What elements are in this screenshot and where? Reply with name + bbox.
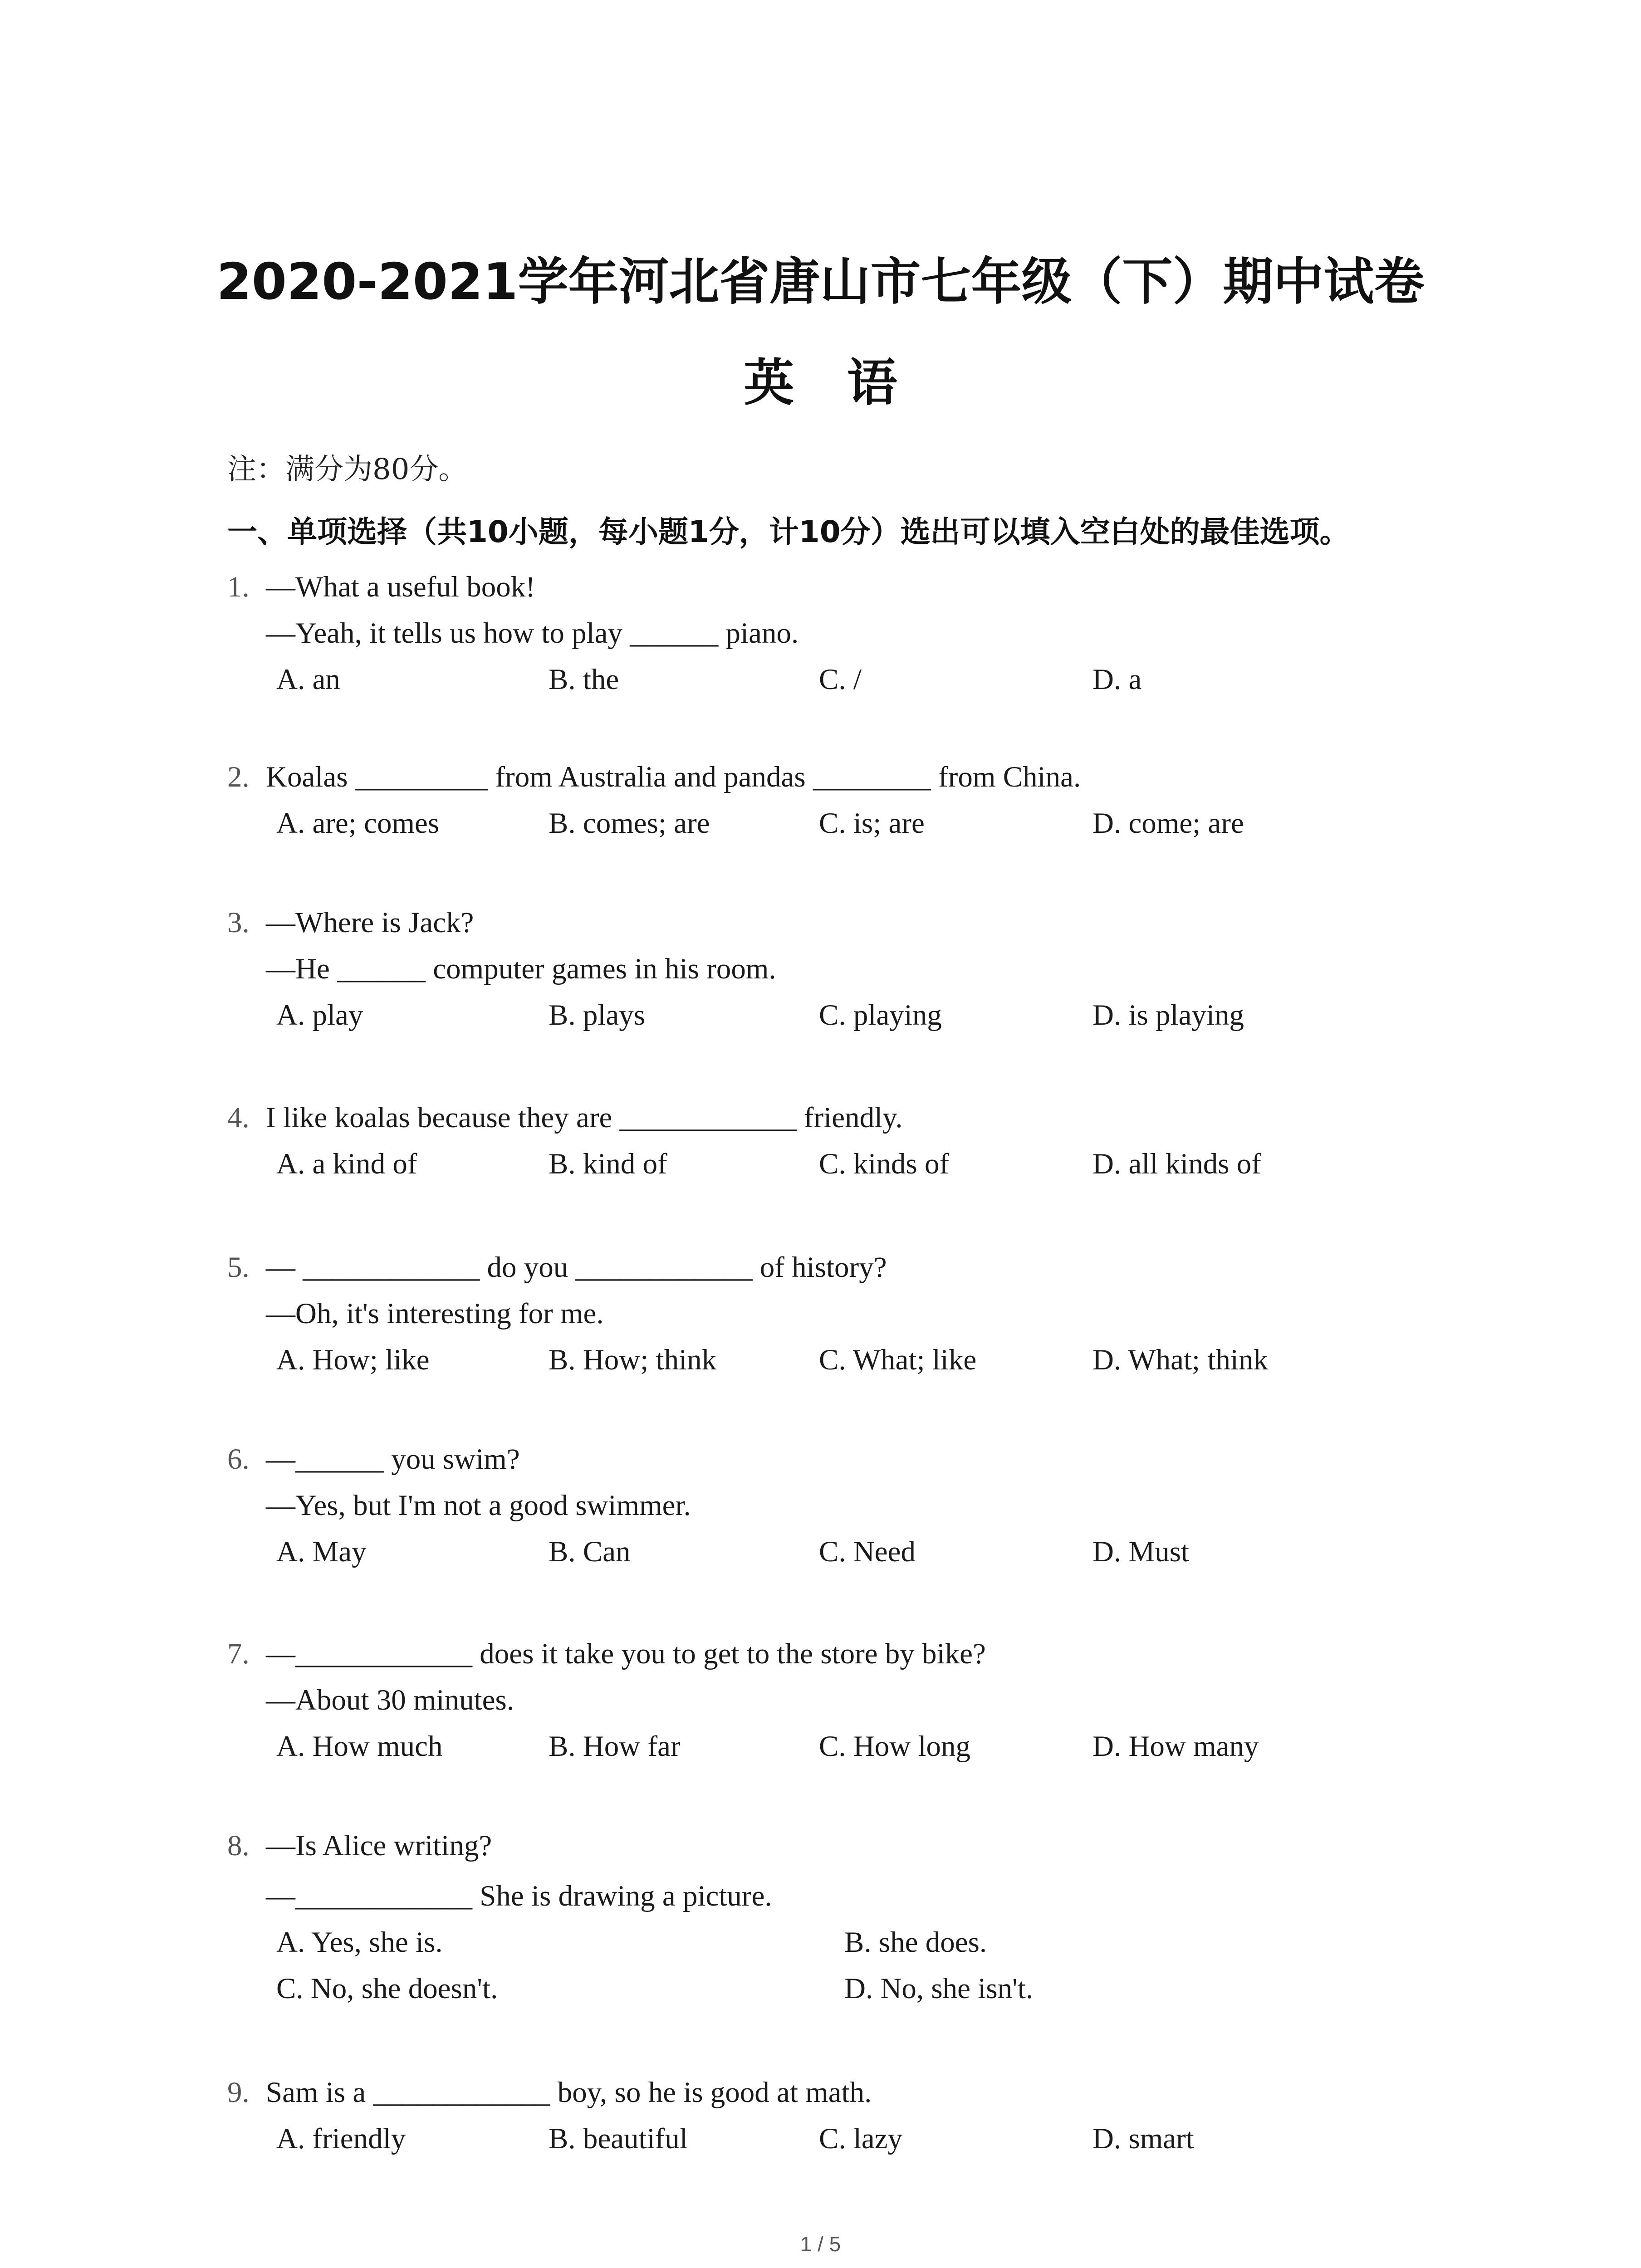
option-d: D. Must [1092, 1535, 1190, 1568]
option-b: B. beautiful [549, 2122, 688, 2155]
option-d: D. What; think [1092, 1344, 1268, 1376]
options-row [227, 1919, 1566, 1965]
question-7 [227, 1631, 1566, 1769]
question-6 [227, 1436, 1566, 1575]
question-number: 8. [227, 1829, 250, 1862]
question-stem: —Where is Jack? [266, 906, 474, 939]
option-a: A. friendly [276, 2122, 406, 2155]
question-1 [227, 564, 1566, 703]
option-c: C. lazy [819, 2122, 903, 2155]
option-b: B. Can [549, 1535, 631, 1568]
question-line [227, 946, 1566, 992]
exam-title: 2020-2021学年河北省唐山市七年级（下）期中试卷 [216, 253, 1425, 311]
option-b: B. How; think [549, 1344, 717, 1376]
option-a: A. Yes, she is. [276, 1926, 443, 1959]
option-b: B. How far [549, 1730, 681, 1763]
question-stem: Sam is a ____________ boy, so he is good at math. [266, 2076, 872, 2109]
question-2 [227, 754, 1566, 846]
option-a: A. May [276, 1535, 367, 1568]
option-c: C. is; are [819, 807, 925, 840]
question-line [227, 1631, 1566, 1677]
question-line [227, 2069, 1566, 2116]
option-a: A. How much [276, 1730, 443, 1763]
question-stem: —____________ does it take you to get to the store by bike? [266, 1637, 986, 1670]
option-b: B. plays [549, 999, 646, 1031]
question-reply: —About 30 minutes. [266, 1684, 514, 1716]
option-c: C. Need [819, 1535, 916, 1568]
question-number: 4. [227, 1101, 250, 1134]
question-3 [227, 899, 1566, 1038]
question-number: 3. [227, 906, 250, 939]
option-c: C. kinds of [819, 1148, 950, 1180]
option-a: A. How; like [276, 1344, 430, 1376]
question-stem: — ____________ do you ____________ of history? [266, 1251, 887, 1284]
option-d: D. come; are [1092, 807, 1244, 840]
option-b: B. kind of [549, 1148, 667, 1180]
option-d: D. How many [1092, 1730, 1259, 1763]
option-a: A. are; comes [276, 807, 440, 840]
section-heading: 一、单项选择（共10小题，每小题1分，计10分）选出可以填入空白处的最佳选项。 [227, 514, 1350, 549]
option-c: C. No, she doesn't. [276, 1972, 498, 2005]
option-c: C. / [819, 663, 862, 696]
question-reply: —Yes, but I'm not a good swimmer. [266, 1489, 691, 1522]
option-a: A. an [276, 663, 340, 696]
option-d: D. all kinds of [1092, 1148, 1261, 1180]
options-row [227, 992, 1566, 1038]
question-number: 7. [227, 1637, 250, 1670]
question-stem: —What a useful book! [266, 571, 535, 603]
option-c: C. playing [819, 999, 942, 1031]
options-row [227, 2116, 1566, 2162]
option-a: A. play [276, 999, 363, 1031]
question-9 [227, 2069, 1566, 2162]
question-line [227, 564, 1566, 610]
options-row [227, 1529, 1566, 1575]
option-d: D. is playing [1092, 999, 1244, 1031]
option-a: A. a kind of [276, 1148, 417, 1180]
question-number: 9. [227, 2076, 250, 2109]
option-b: B. she does. [844, 1926, 987, 1959]
question-4 [227, 1095, 1566, 1187]
question-line [227, 1244, 1566, 1290]
options-row [227, 1337, 1566, 1383]
score-note: 注：满分为80分。 [227, 453, 468, 486]
question-line [227, 1677, 1566, 1723]
question-stem: —Is Alice writing? [266, 1829, 492, 1862]
subject-title: 英 语 [744, 354, 897, 412]
question-line [227, 899, 1566, 946]
option-b: B. the [549, 663, 619, 696]
question-line [227, 1482, 1566, 1529]
question-number: 6. [227, 1443, 250, 1476]
question-stem: Koalas _________ from Australia and pandas ________ from China. [266, 761, 1081, 793]
question-reply: —____________ She is drawing a picture. [266, 1880, 772, 1912]
question-line [227, 1823, 1566, 1869]
question-line [227, 1290, 1566, 1337]
option-c: C. What; like [819, 1344, 977, 1376]
question-reply: —Oh, it's interesting for me. [266, 1297, 604, 1330]
question-reply: —Yeah, it tells us how to play ______ piano. [266, 617, 799, 650]
options-row [227, 1723, 1566, 1769]
option-d: D. smart [1092, 2122, 1194, 2155]
option-b: B. comes; are [549, 807, 710, 840]
question-line [227, 1095, 1566, 1141]
options-row [227, 1141, 1566, 1187]
question-line [227, 1436, 1566, 1482]
question-number: 5. [227, 1251, 250, 1284]
question-number: 1. [227, 571, 250, 603]
question-reply: —He ______ computer games in his room. [266, 953, 776, 985]
options-row [227, 800, 1566, 846]
question-line [227, 1873, 1566, 1919]
question-line [227, 754, 1566, 800]
question-stem: I like koalas because they are ____________ friendly. [266, 1101, 903, 1134]
question-8 [227, 1823, 1566, 2012]
option-d: D. No, she isn't. [844, 1972, 1034, 2005]
question-5 [227, 1244, 1566, 1383]
options-row [227, 1965, 1566, 2012]
option-c: C. How long [819, 1730, 971, 1763]
question-number: 2. [227, 761, 250, 793]
options-row [227, 656, 1566, 703]
question-stem: —______ you swim? [266, 1443, 520, 1476]
page-number: 1 / 5 [800, 2232, 841, 2256]
question-line [227, 610, 1566, 656]
option-d: D. a [1092, 663, 1142, 696]
